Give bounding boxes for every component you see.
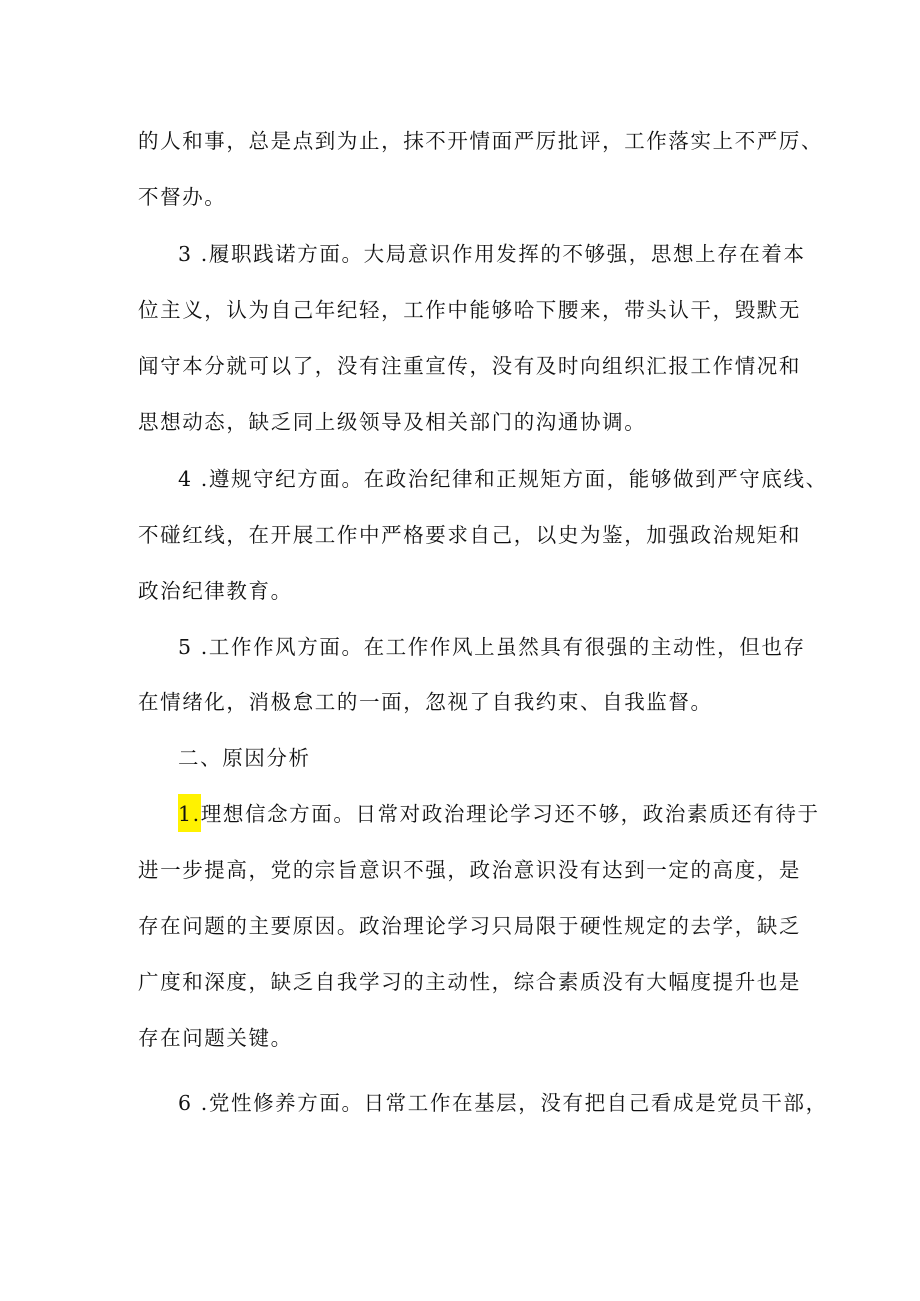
paragraph-line: 在情绪化，消极怠工的一面，忽视了自我约束、自我监督。 bbox=[138, 690, 713, 714]
paragraph-line: 思想动态，缺乏同上级领导及相关部门的沟通协调。 bbox=[138, 410, 647, 434]
paragraph-line bbox=[178, 800, 820, 828]
paragraph-line: 不督办。 bbox=[138, 185, 227, 209]
paragraph-line: 存在问题关键。 bbox=[138, 1026, 293, 1050]
paragraph-line: 进一步提高，党的宗旨意识不强，政治意识没有达到一定的高度，是 bbox=[138, 858, 801, 882]
paragraph-line: 3 .履职践诺方面。大局意识作用发挥的不够强，思想上存在着本 bbox=[178, 242, 806, 266]
paragraph-line: 不碰红线，在开展工作中严格要求自己，以史为鉴，加强政治规矩和 bbox=[138, 523, 801, 547]
paragraph-line: 4 .遵规守纪方面。在政治纪律和正规矩方面，能够做到严守底线、 bbox=[178, 467, 828, 491]
paragraph-line: 存在问题的主要原因。政治理论学习只局限于硬性规定的去学，缺乏 bbox=[138, 914, 801, 938]
paragraph-line: 5 .工作作风方面。在工作作风上虽然具有很强的主动性，但也存 bbox=[178, 635, 806, 659]
paragraph-line: 政治纪律教育。 bbox=[138, 579, 293, 603]
paragraph-line: 位主义，认为自己年纪轻，工作中能够哈下腰来，带头认干，毁默无 bbox=[138, 298, 801, 322]
paragraph-line: 6 .党性修养方面。日常工作在基层，没有把自己看成是党员干部， bbox=[178, 1091, 828, 1115]
paragraph-text: 理想信念方面。日常对政治理论学习还不够，政治素质还有待于 bbox=[200, 802, 820, 826]
paragraph-line: 的人和事，总是点到为止，抹不开情面严厉批评，工作落实上不严厉、 bbox=[138, 129, 824, 153]
highlighted-number: 1. bbox=[178, 794, 201, 832]
section-heading: 二、原因分析 bbox=[178, 746, 311, 770]
paragraph-line: 广度和深度，缺乏自我学习的主动性，综合素质没有大幅度提升也是 bbox=[138, 970, 801, 994]
paragraph-line: 闻守本分就可以了，没有注重宣传，没有及时向组织汇报工作情况和 bbox=[138, 354, 801, 378]
